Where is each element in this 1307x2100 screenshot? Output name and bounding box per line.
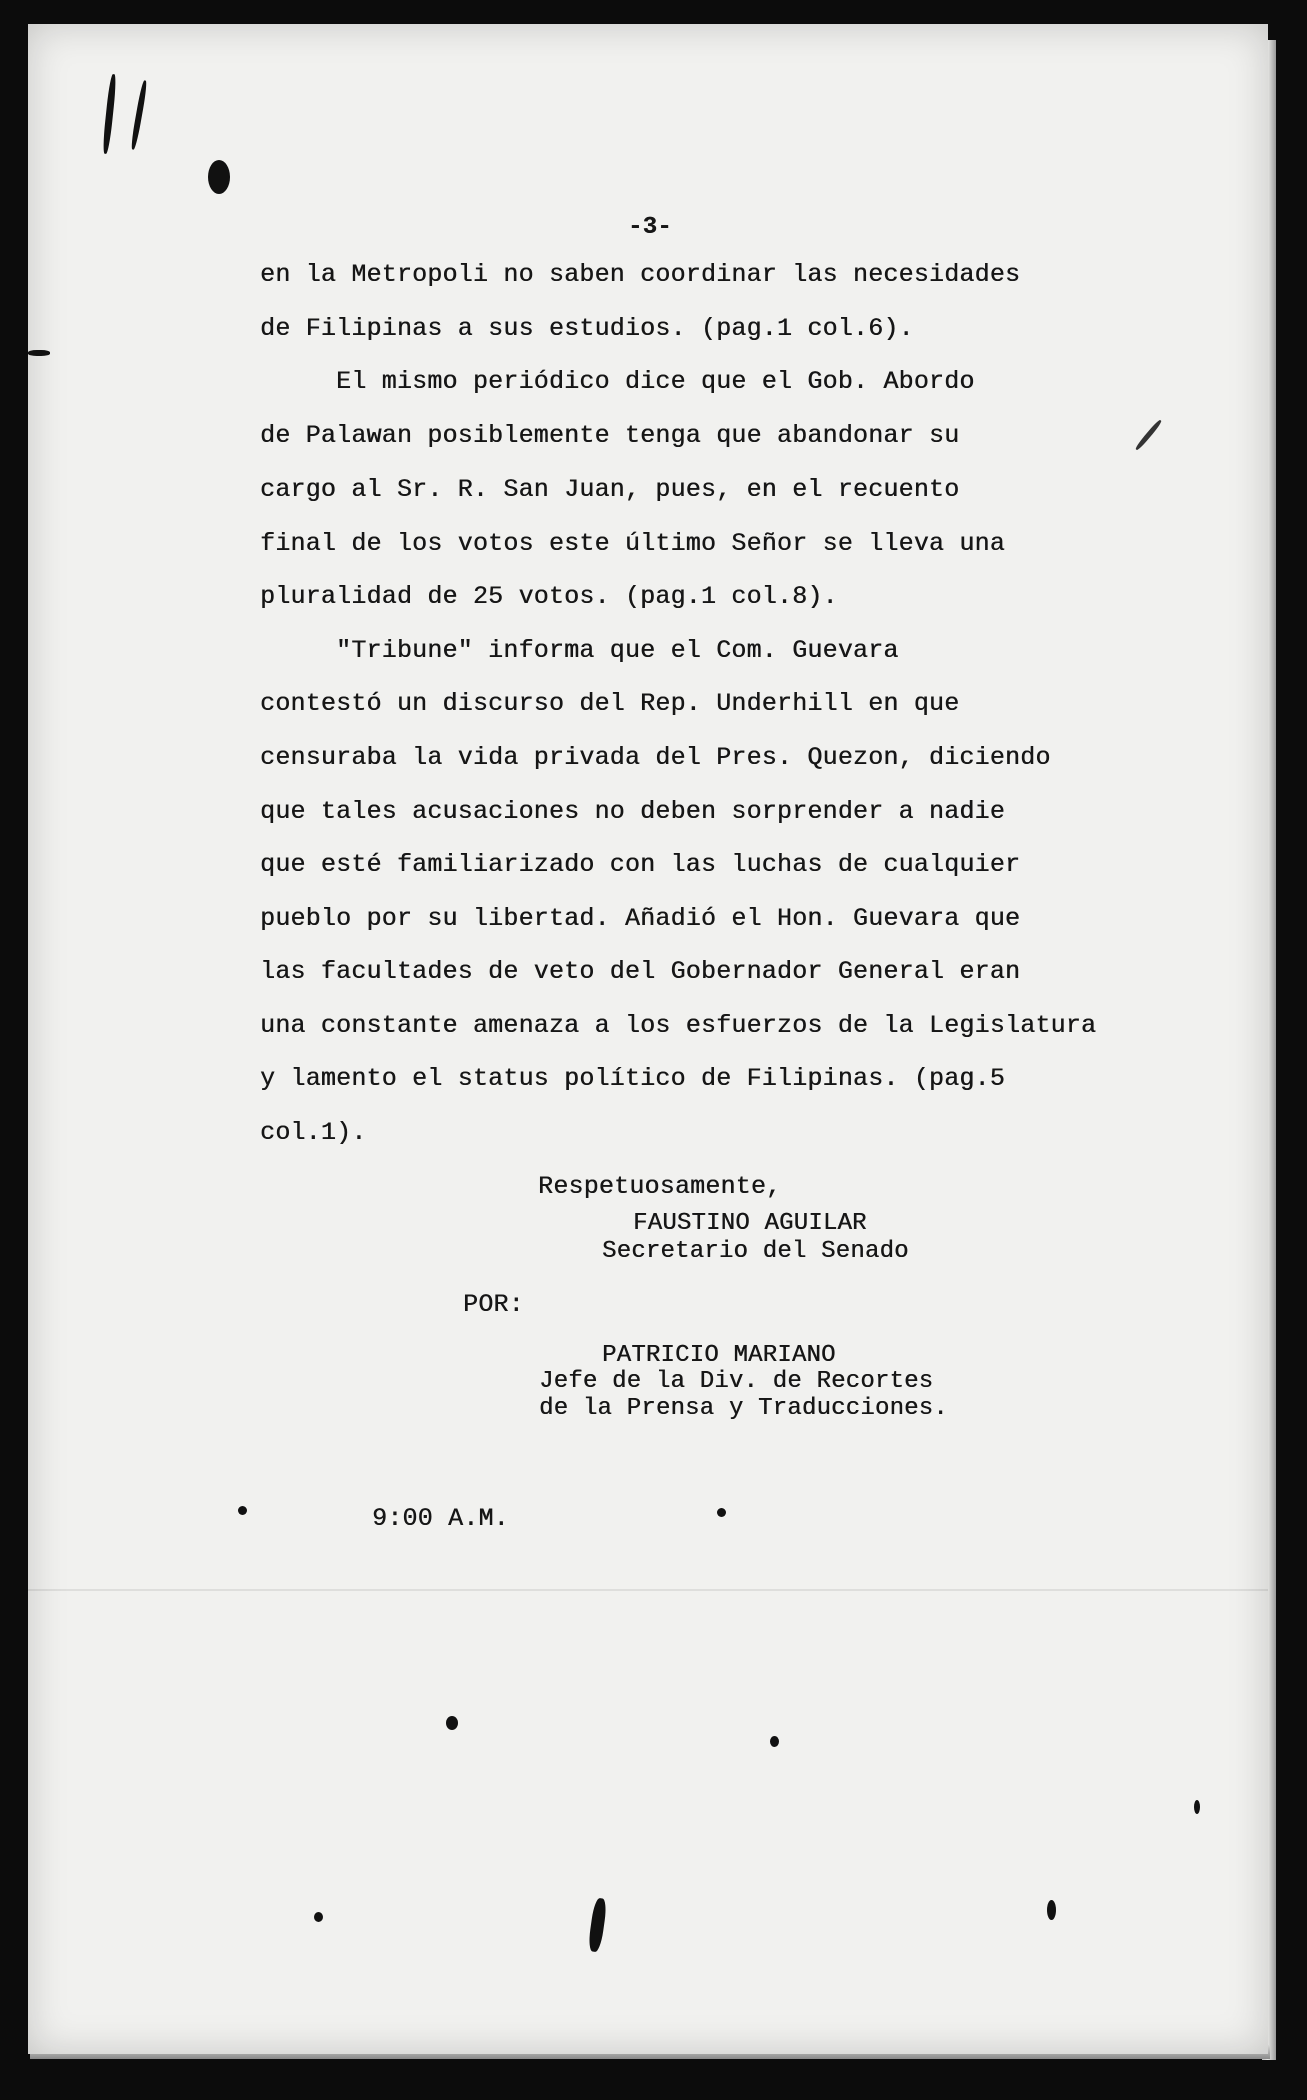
- ink-mark: [587, 1897, 607, 1952]
- body-line: que tales acusaciones no deben sorprender a nadie: [260, 797, 1005, 826]
- body-line: final de los votos este último Señor se lleva una: [260, 529, 1005, 558]
- body-line: pluralidad de 25 votos. (pag.1 col.8).: [260, 582, 838, 611]
- body-line: censuraba la vida privada del Pres. Quezon, diciendo: [260, 743, 1051, 772]
- speck: [770, 1736, 779, 1747]
- body-line: cargo al Sr. R. San Juan, pues, en el recuento: [260, 475, 960, 504]
- por-label: POR:: [463, 1290, 524, 1319]
- speck: [314, 1912, 323, 1922]
- body-line: de Filipinas a sus estudios. (pag.1 col.6).: [260, 314, 914, 343]
- signatory2-title-line1: Jefe de la Div. de Recortes: [539, 1368, 934, 1395]
- time-stamp: 9:00 A.M.: [372, 1504, 509, 1533]
- ink-mark: [1134, 419, 1162, 451]
- page-number: -3-: [628, 214, 672, 241]
- speck: [1194, 1800, 1200, 1814]
- speck: [717, 1508, 726, 1517]
- body-line: una constante amenaza a los esfuerzos de la Legislatura: [260, 1011, 1097, 1040]
- body-line: contestó un discurso del Rep. Underhill en que: [260, 689, 960, 718]
- closing: Respetuosamente,: [538, 1172, 782, 1201]
- signatory2-title-line2: de la Prensa y Traducciones.: [539, 1395, 948, 1422]
- body-line: pueblo por su libertad. Añadió el Hon. Guevara que: [260, 904, 1021, 933]
- body-line: y lamento el status político de Filipinas. (pag.5: [260, 1064, 1005, 1093]
- ink-mark: [130, 80, 148, 150]
- ink-mark: [102, 74, 117, 154]
- body-line: las facultades de veto del Gobernador General eran: [260, 957, 1021, 986]
- speck: [1047, 1900, 1056, 1920]
- body-line: de Palawan posiblemente tenga que abandonar su: [260, 421, 960, 450]
- signatory2-name: PATRICIO MARIANO: [602, 1342, 836, 1369]
- fold-line: [28, 1589, 1268, 1591]
- speck: [446, 1716, 458, 1730]
- paper-sheet: [28, 24, 1268, 2054]
- body-line: col.1).: [260, 1118, 367, 1147]
- body-line: El mismo periódico dice que el Gob. Abordo: [260, 367, 975, 396]
- body-line: que esté familiarizado con las luchas de cualquier: [260, 850, 1021, 879]
- ink-blot: [208, 160, 230, 194]
- ink-mark: [28, 350, 50, 356]
- body-line: en la Metropoli no saben coordinar las necesidades: [260, 260, 1021, 289]
- speck: [238, 1506, 247, 1515]
- signatory-name: FAUSTINO AGUILAR: [633, 1210, 867, 1237]
- signatory-title: Secretario del Senado: [602, 1238, 909, 1265]
- body-line: "Tribune" informa que el Com. Guevara: [260, 636, 899, 665]
